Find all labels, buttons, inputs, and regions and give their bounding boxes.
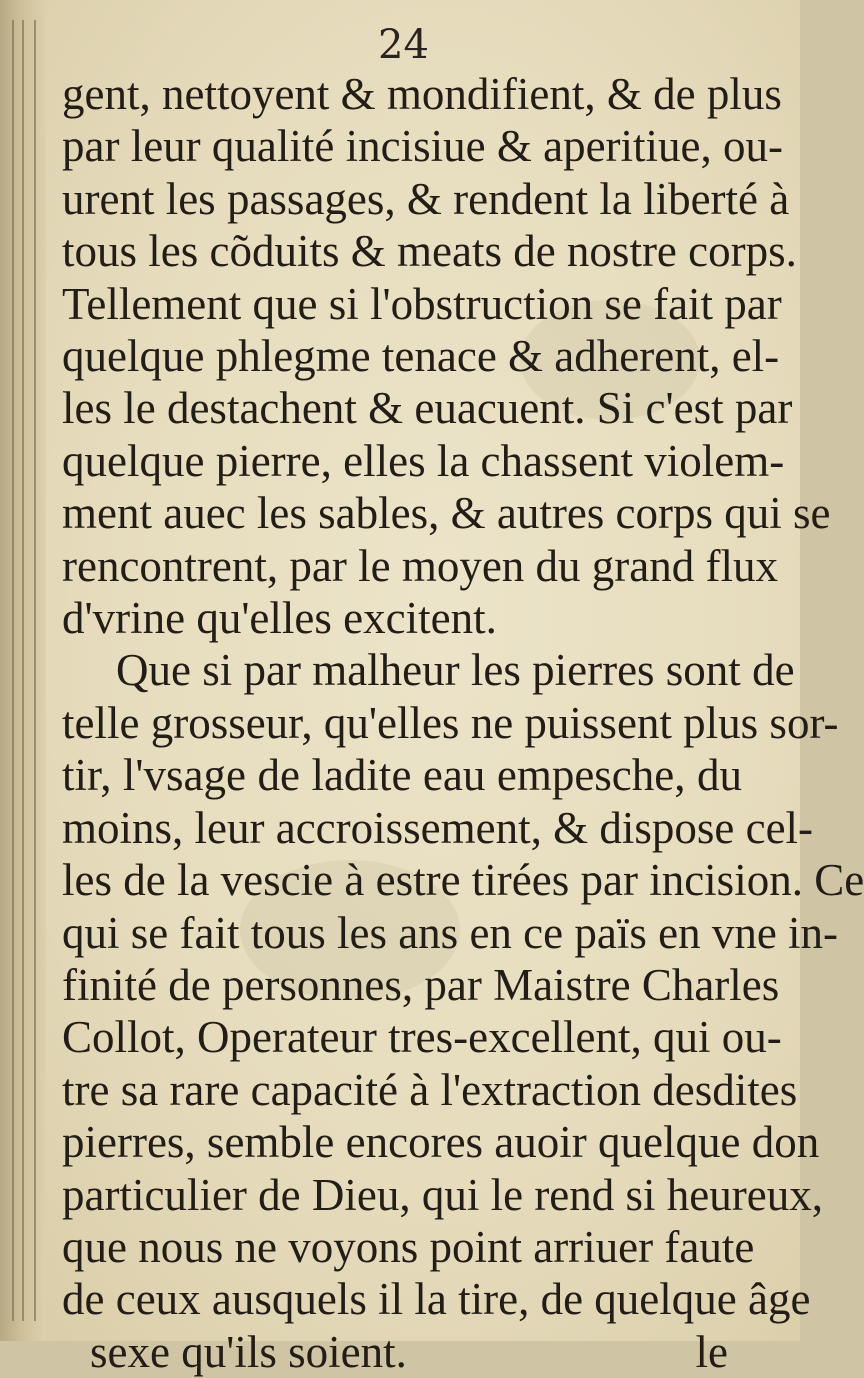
text-line: gent, nettoyent & mondifient, & de plus [62, 69, 782, 119]
text-line: rencontrent, par le moyen du grand flux [62, 540, 779, 591]
text-line: d'vrine qu'elles excitent. [62, 593, 497, 644]
text-line: de ceux ausquels il la tire, de quelque âge [62, 1274, 811, 1325]
text-line: les le destachent & euacuent. Si c'est par [62, 383, 793, 434]
text-line: moins, leur accroissement, & dispose cel- [62, 802, 814, 853]
page-number: 24 [378, 22, 429, 68]
text-line: tre sa rare capacité à l'extraction desdites [62, 1064, 798, 1115]
text-line: particulier de Dieu, qui le rend si heureux, [62, 1169, 823, 1220]
text-line: Collot, Operateur tres-excellent, qui ou- [62, 1012, 782, 1063]
text-line: tir, l'vsage de ladite eau empesche, du [62, 750, 742, 801]
page-gutter [0, 0, 46, 1341]
page-edge-line [12, 20, 14, 1321]
page-edge-line [22, 20, 24, 1321]
text-line: Que si par malheur les pierres sont de [116, 645, 795, 696]
text-line: tous les cõduits & meats de nostre corps. [62, 226, 797, 277]
catchword: le [695, 1326, 728, 1377]
text-line: ment auec les sables, & autres corps qui se [62, 488, 831, 539]
text-line: quelque pierre, elles la chassent violem- [62, 435, 785, 486]
text-line: les de la vescie à estre tirées par incision. Ce [62, 855, 864, 906]
text-line: sexe qu'ils soient. [90, 1326, 407, 1377]
body-text [62, 68, 864, 1378]
text-line: urent les passages, & rendent la liberté à [62, 173, 790, 224]
text-line: qui se fait tous les ans en ce païs en vne in- [62, 907, 839, 958]
text-line-with-catchword [62, 1326, 742, 1378]
text-line: que nous ne voyons point arriuer faute [62, 1221, 755, 1272]
text-line: pierres, semble encores auoir quelque don [62, 1117, 820, 1168]
text-line: finité de personnes, par Maistre Charles [62, 959, 780, 1010]
text-line: quelque phlegme tenace & adherent, el- [62, 331, 780, 382]
text-line: par leur qualité incisiue & aperitiue, ou- [62, 121, 783, 172]
page-edge-line [34, 20, 36, 1321]
text-line: telle grosseur, qu'elles ne puissent plus sor- [62, 697, 839, 748]
text-line: Tellement que si l'obstruction se fait par [62, 278, 782, 329]
